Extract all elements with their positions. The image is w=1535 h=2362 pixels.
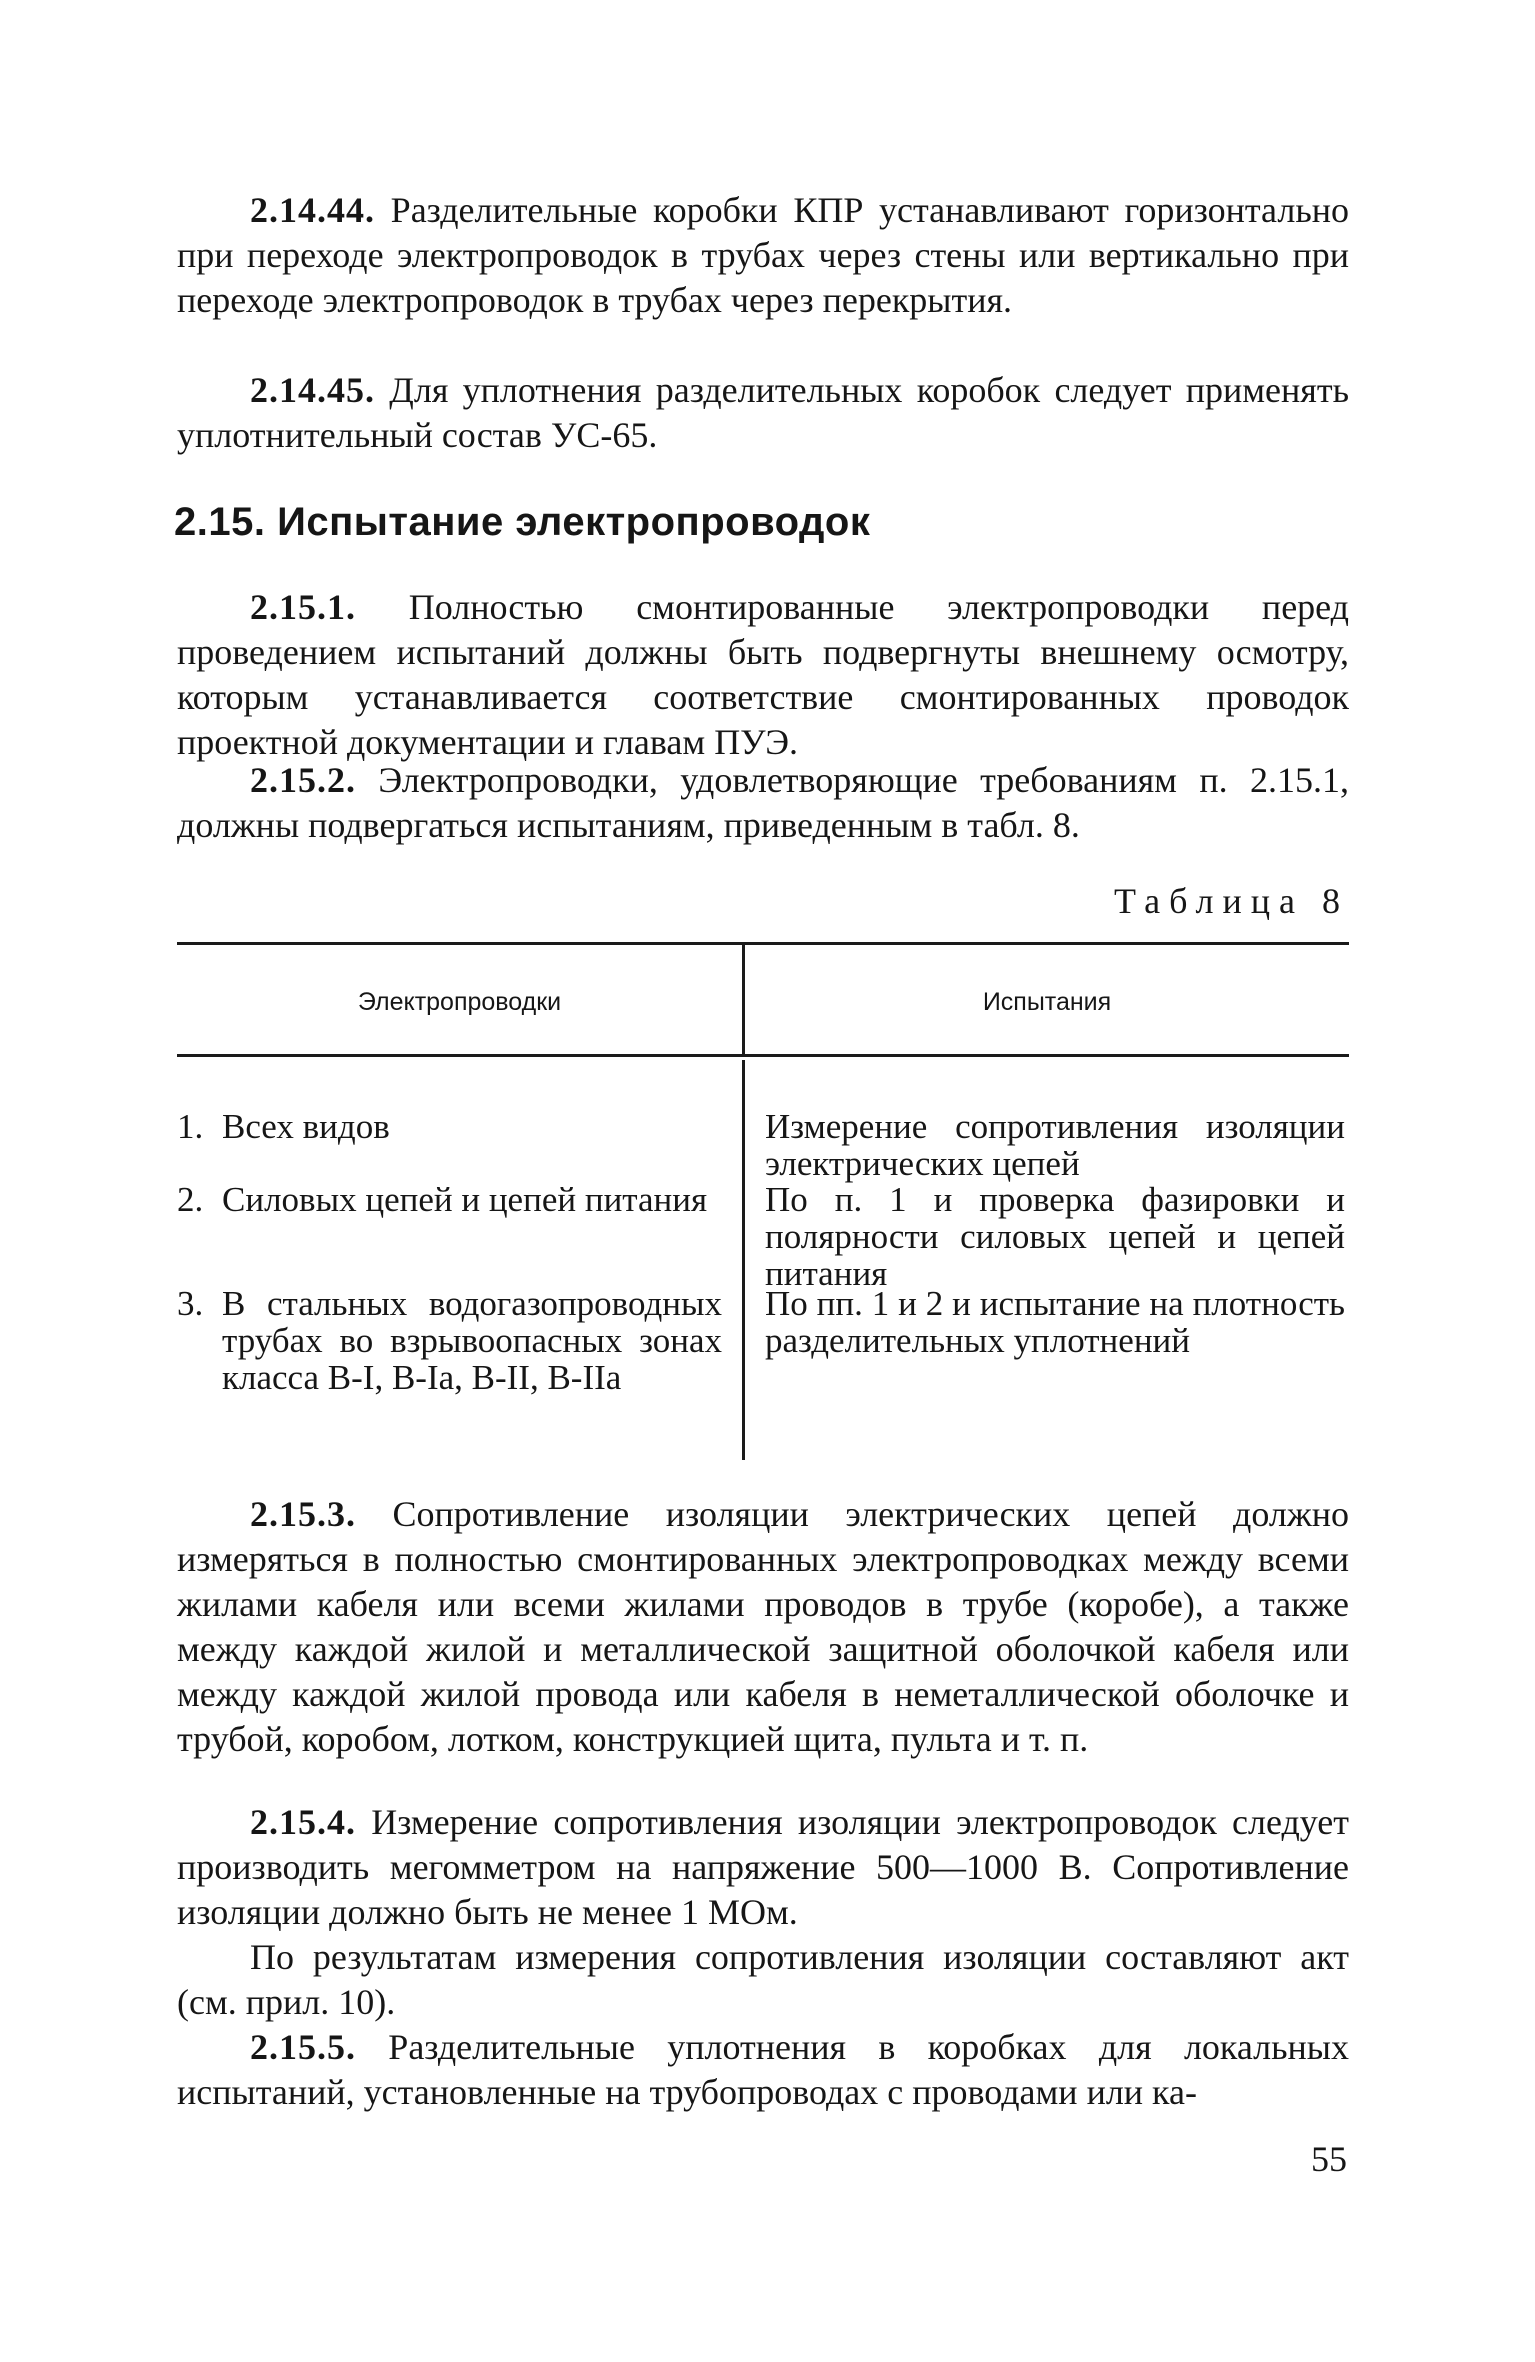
clause-text: Полностью смонтированные электропроводки перед проведением испытаний должны быть подвергнуты внешнему осмотру, которым устанавливается соответствие смонтированных проводок проектной документации и главам ПУЭ. (177, 587, 1349, 762)
clause-number: 2.15.1. (250, 587, 356, 627)
page-number: 55 (1311, 2139, 1347, 2179)
clause-text: Разделительные уплотнения в коробках для локальных испытаний, установленные на трубопроводах с проводами или ка- (177, 2027, 1349, 2112)
table-caption: Таблица 8 (1114, 881, 1349, 921)
paragraph-2-15-1 (177, 585, 1349, 765)
row-number: 1. (177, 1107, 204, 1146)
table-header-tests: Испытания (982, 988, 1112, 1016)
section-heading: 2.15. Испытание электропроводок (174, 500, 871, 544)
paragraph-2-14-45 (177, 368, 1349, 458)
clause-text: Разделительные коробки КПР устанавливают горизонтально при переходе электропроводок в трубах через стены или вертикально при переходе электропроводок в трубах через перекрытия. (177, 190, 1350, 320)
clause-number: 2.14.44. (250, 190, 375, 230)
clause-text: Измерение сопротивления изоляции электропроводок следует производить мегомметром на напряжение 500—1000 В. Сопротивление изоляции должно быть не менее 1 МОм. (177, 1802, 1350, 1932)
paragraph-text: По результатам измерения сопротивления изоляции составляют акт (см. прил. 10). (177, 1937, 1349, 2022)
table-header-rule (177, 1054, 1349, 1057)
tests-cell: Измерение сопротивления изоляции электрических цепей (765, 1107, 1345, 1183)
tests-cell: По пп. 1 и 2 и испытание на плотность разделительных уплотнений (765, 1284, 1345, 1360)
wiring-cell: Всех видов (222, 1107, 390, 1146)
row-number: 3. (177, 1284, 204, 1323)
clause-number: 2.14.45. (250, 370, 375, 410)
paragraph-2-15-2 (177, 758, 1349, 848)
table-header-wiring: Электропроводки (357, 988, 562, 1016)
table-body-divider (742, 1060, 745, 1460)
row-number: 2. (177, 1180, 204, 1219)
wiring-cell: В стальных водогазопроводных трубах во взрывоопасных зонах класса В-I, В-Iа, В-II, В-IIа (222, 1284, 722, 1397)
paragraph-2-15-5 (177, 2025, 1349, 2115)
clause-number: 2.15.5. (250, 2027, 356, 2067)
wiring-cell: Силовых цепей и цепей питания (222, 1180, 708, 1219)
paragraph-results (177, 1935, 1349, 2025)
clause-number: 2.15.2. (250, 760, 356, 800)
clause-text: Электропроводки, удовлетворяющие требованиям п. 2.15.1, должны подвергаться испытаниям, приведенным в табл. 8. (177, 760, 1350, 845)
clause-text: Для уплотнения разделительных коробок следует применять уплотнительный состав УС-65. (177, 370, 1349, 455)
tests-cell: По п. 1 и проверка фазировки и полярности силовых цепей и цепей питания (765, 1180, 1345, 1293)
paragraph-2-14-44 (177, 188, 1349, 323)
paragraph-2-15-3 (177, 1492, 1349, 1762)
paragraph-2-15-4 (177, 1800, 1349, 1935)
clause-number: 2.15.3. (250, 1494, 356, 1534)
clause-number: 2.15.4. (250, 1802, 356, 1842)
clause-text: Сопротивление изоляции электрических цепей должно измеряться в полностью смонтированных электропроводках между всеми жилами кабеля или всеми жилами проводов в трубе (коробе), а также между каждой жилой и металлической защитной оболочкой кабеля или между каждой жилой провода или кабеля в неметаллической оболочке и трубой, коробом, лотком, конструкцией щита, пульта и т. п. (177, 1494, 1349, 1759)
table-top-rule (177, 942, 1349, 945)
